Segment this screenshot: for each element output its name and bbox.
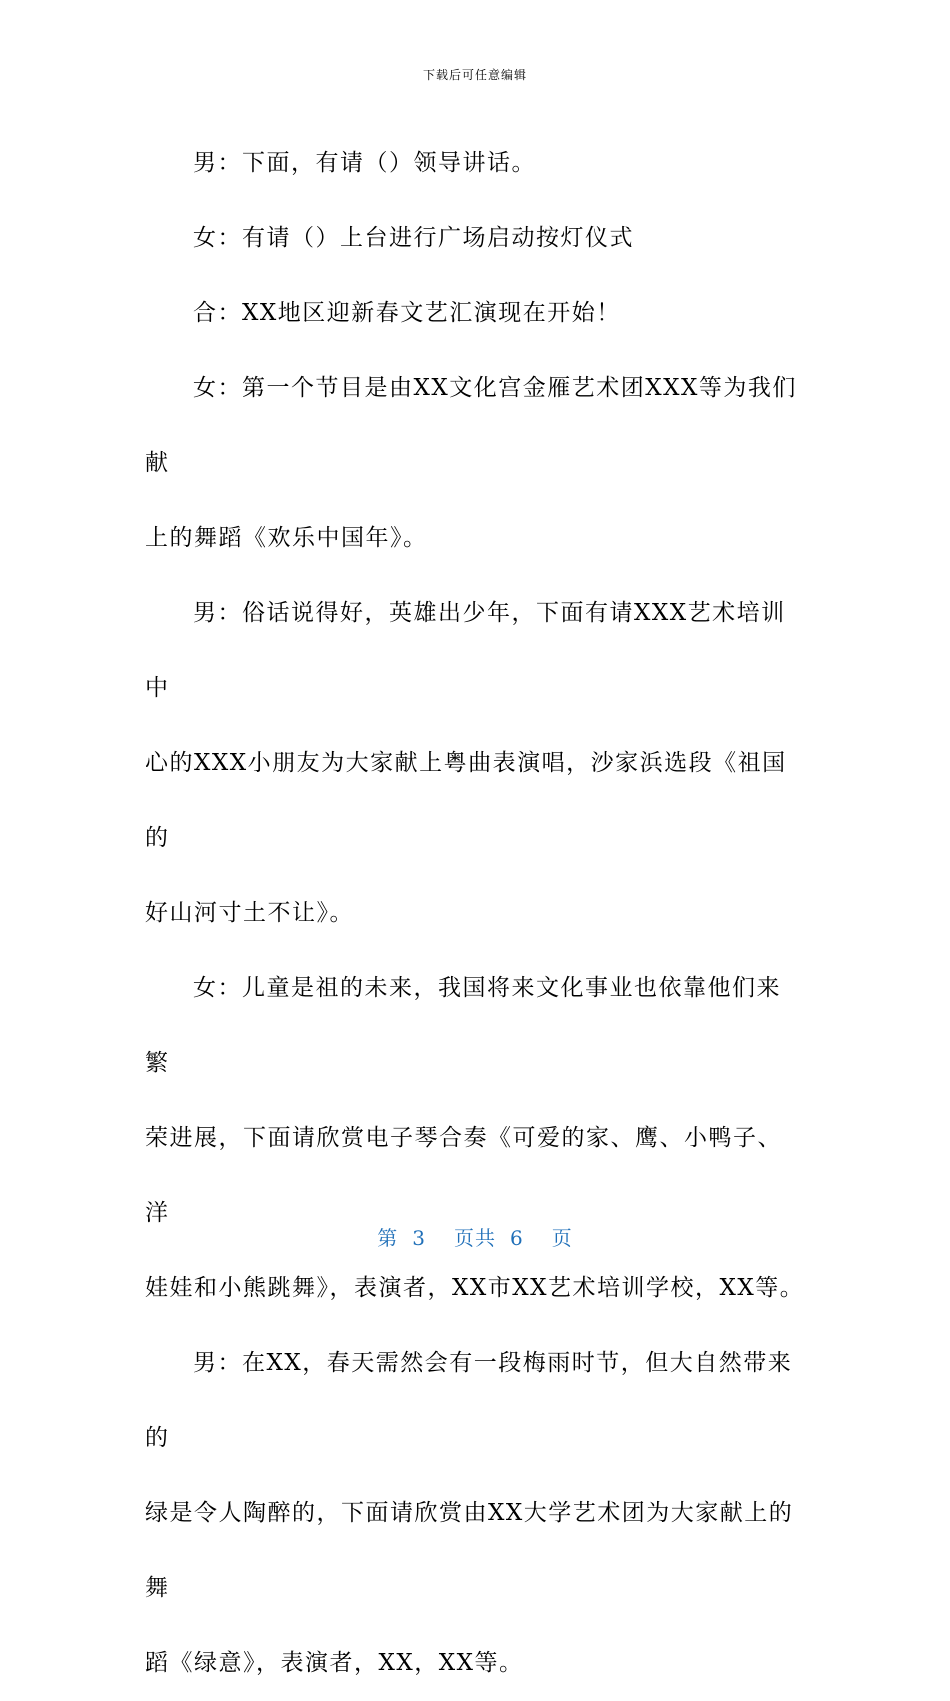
paragraph-line: 荣进展，下面请欣赏电子琴合奏《可爱的家、鹰、小鸭子、洋 xyxy=(145,1125,782,1226)
paragraph-line: 男：俗话说得好，英雄出少年，下面有请XXX艺术培训中 xyxy=(145,600,786,701)
page-footer xyxy=(0,1226,950,1250)
paragraph-line: 上的舞蹈《欢乐中国年》。 xyxy=(145,525,428,551)
paragraph-line: 女：儿童是祖的未来，我国将来文化事业也依靠他们来繁 xyxy=(145,975,781,1076)
footer-page-label: 第 xyxy=(377,1226,399,1250)
paragraph-line: 心的XXX小朋友为大家献上粤曲表演唱，沙家浜选段《祖国的 xyxy=(145,750,787,851)
footer-page-label: 页 xyxy=(551,1226,573,1250)
paragraph-2 xyxy=(145,201,805,276)
paragraph-line: 女：有请（）上台进行广场启动按灯仪式 xyxy=(193,225,634,251)
paragraph-7 xyxy=(145,1326,805,1701)
paragraph-6 xyxy=(145,951,805,1326)
paragraph-line: 合：XX地区迎新春文艺汇演现在开始！ xyxy=(193,300,621,326)
paragraph-line: 好山河寸土不让》。 xyxy=(145,900,354,926)
paragraph-1 xyxy=(145,126,805,201)
paragraph-line: 男：下面，有请（）领导讲话。 xyxy=(193,150,536,176)
footer-current-page: 3 xyxy=(412,1226,426,1250)
paragraph-line: 蹈《绿意》，表演者，XX，XX等。 xyxy=(145,1650,524,1676)
paragraph-4 xyxy=(145,351,805,576)
footer-total-pages: 6 xyxy=(510,1226,524,1250)
paragraph-line: 娃娃和小熊跳舞》，表演者，XX市XX艺术培训学校，XX等。 xyxy=(145,1275,805,1301)
paragraph-5 xyxy=(145,576,805,951)
document-body xyxy=(145,126,805,1701)
header-note: 下载后可任意编辑 xyxy=(422,68,527,82)
footer-page-label: 页共 xyxy=(454,1226,496,1250)
paragraph-3 xyxy=(145,276,805,351)
paragraph-line: 绿是令人陶醉的，下面请欣赏由XX大学艺术团为大家献上的舞 xyxy=(145,1500,794,1601)
paragraph-line: 男：在XX，春天需然会有一段梅雨时节，但大自然带来的 xyxy=(145,1350,793,1451)
paragraph-line: 女：第一个节目是由XX文化宫金雁艺术团XXX等为我们献 xyxy=(145,375,797,476)
